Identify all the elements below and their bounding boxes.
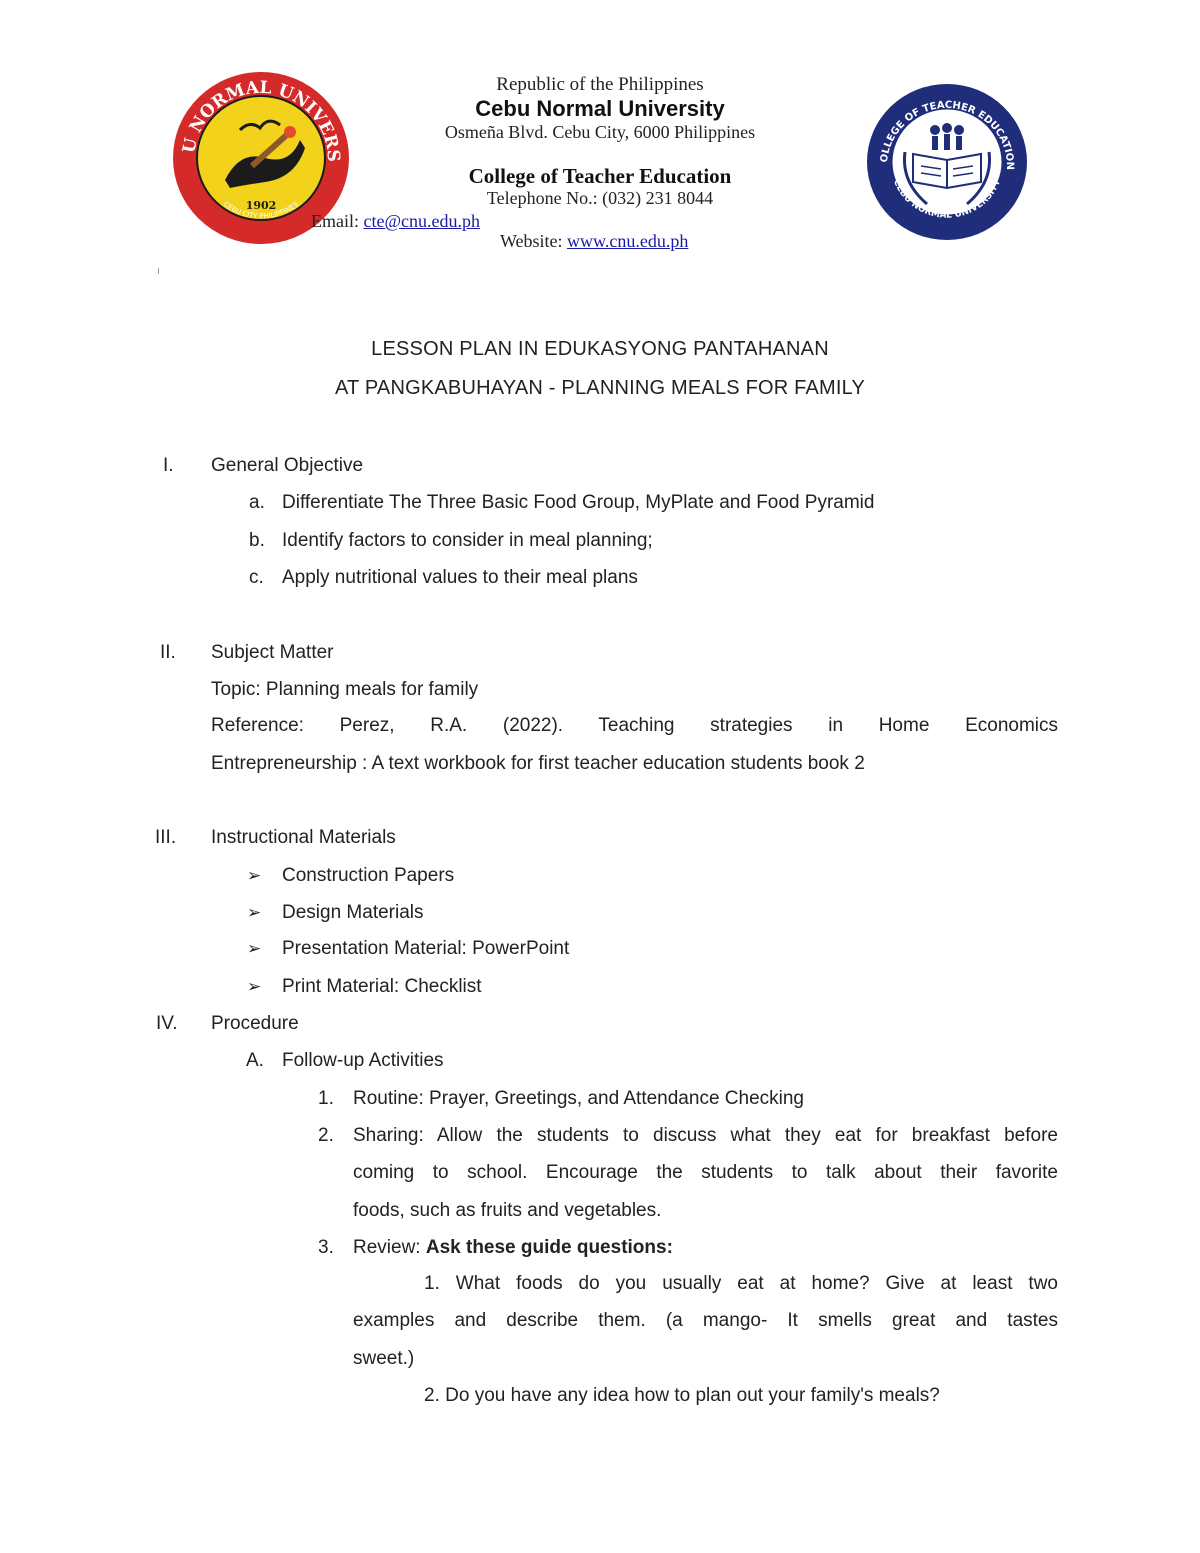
svg-text:CEBU NORMAL UNIVERSITY: CEBU NORMAL UNIVERSITY: [890, 178, 1004, 221]
website-label: Website:: [500, 231, 563, 251]
list-marker: A.: [246, 1050, 264, 1071]
list-marker: b.: [249, 530, 265, 551]
list-marker: c.: [249, 567, 264, 588]
question-1-line-3: sweet.): [353, 1348, 415, 1369]
college-name: College of Teacher Education: [468, 164, 732, 188]
step-number: 1.: [318, 1088, 334, 1109]
lesson-title-line-1: LESSON PLAN IN EDUKASYONG PANTAHANAN: [371, 338, 829, 360]
section-number: II.: [160, 642, 176, 663]
review-label: Review:: [353, 1237, 421, 1258]
subheading-follow-up: Follow-up Activities: [282, 1050, 444, 1071]
section-number: I.: [163, 455, 174, 476]
section-heading: Procedure: [211, 1013, 299, 1034]
email-label: Email:: [311, 211, 359, 231]
step-sharing-line-3: foods, such as fruits and vegetables.: [353, 1200, 662, 1221]
step-sharing-line-2: coming to school. Encourage the students to talk about their favorite: [353, 1162, 1058, 1183]
list-item: Print Material: Checklist: [282, 976, 482, 997]
section-heading: Instructional Materials: [211, 827, 396, 848]
section-number: IV.: [156, 1013, 178, 1034]
tiny-mark: [158, 268, 159, 274]
step-number: 3.: [318, 1237, 334, 1258]
list-item: Identify factors to consider in meal planning;: [282, 530, 653, 551]
email-link[interactable]: cte@cnu.edu.ph: [363, 211, 481, 231]
step-number: 2.: [318, 1125, 334, 1146]
section-heading: Subject Matter: [211, 642, 334, 663]
review-instruction: Ask these guide questions:: [425, 1237, 673, 1258]
list-item: Apply nutritional values to their meal plans: [282, 567, 638, 588]
arrow-bullet-icon: ➢: [247, 939, 262, 958]
university-name: Cebu Normal University: [475, 96, 725, 121]
list-item: Construction Papers: [282, 865, 455, 886]
reference-line-1: Reference: Perez, R.A. (2022). Teaching strategies in Home Economics: [211, 715, 1058, 736]
section-heading: General Objective: [211, 455, 364, 476]
question-1-line-2: examples and describe them. (a mango- It smells great and tastes: [353, 1310, 1058, 1331]
reference-line-2: Entrepreneurship : A text workbook for first teacher education students book 2: [211, 753, 865, 774]
university-address: Osmeña Blvd. Cebu City, 6000 Philippines: [444, 122, 756, 142]
question-1-line-1: 1. What foods do you usually eat at home? Give at least two: [424, 1273, 1058, 1294]
list-item: Differentiate The Three Basic Food Group, MyPlate and Food Pyramid: [282, 492, 875, 513]
republic-line: Republic of the Philippines: [496, 74, 704, 95]
college-of-teacher-education-seal-icon: [865, 82, 1029, 242]
website-line: [500, 231, 688, 252]
question-2: 2. Do you have any idea how to plan out your family's meals?: [424, 1385, 940, 1406]
arrow-bullet-icon: ➢: [247, 866, 262, 885]
list-item: Presentation Material: PowerPoint: [282, 938, 570, 959]
arrow-bullet-icon: ➢: [247, 977, 262, 996]
lesson-title-line-2: AT PANGKABUHAYAN - PLANNING MEALS FOR FAMILY: [334, 377, 866, 399]
svg-text:CEBU NORMAL UNIVERSITY: U NORMAL UNIVERS: [179, 77, 344, 163]
email-line: [311, 211, 480, 232]
list-item: Design Materials: [282, 902, 424, 923]
step-routine: Routine: Prayer, Greetings, and Attendance Checking: [353, 1088, 804, 1109]
svg-text:CEBU CITY PHILIPPINES: CEBU CITY PHILIPPINES: [221, 200, 301, 221]
arrow-bullet-icon: ➢: [247, 903, 262, 922]
topic-line: Topic: Planning meals for family: [211, 679, 479, 700]
step-review: [353, 1236, 673, 1260]
list-marker: a.: [249, 492, 265, 513]
step-sharing-line-1: Sharing: Allow the students to discuss what they eat for breakfast before: [353, 1125, 1058, 1146]
section-number: III.: [155, 827, 177, 848]
svg-text:COLLEGE OF TEACHER EDUCATION: OLLEGE OF TEACHER EDUCATION: [879, 99, 1016, 171]
telephone-line: Telephone No.: (032) 231 8044: [486, 188, 714, 208]
svg-text:1902: 1902: [245, 199, 277, 212]
website-link[interactable]: www.cnu.edu.ph: [567, 231, 689, 251]
